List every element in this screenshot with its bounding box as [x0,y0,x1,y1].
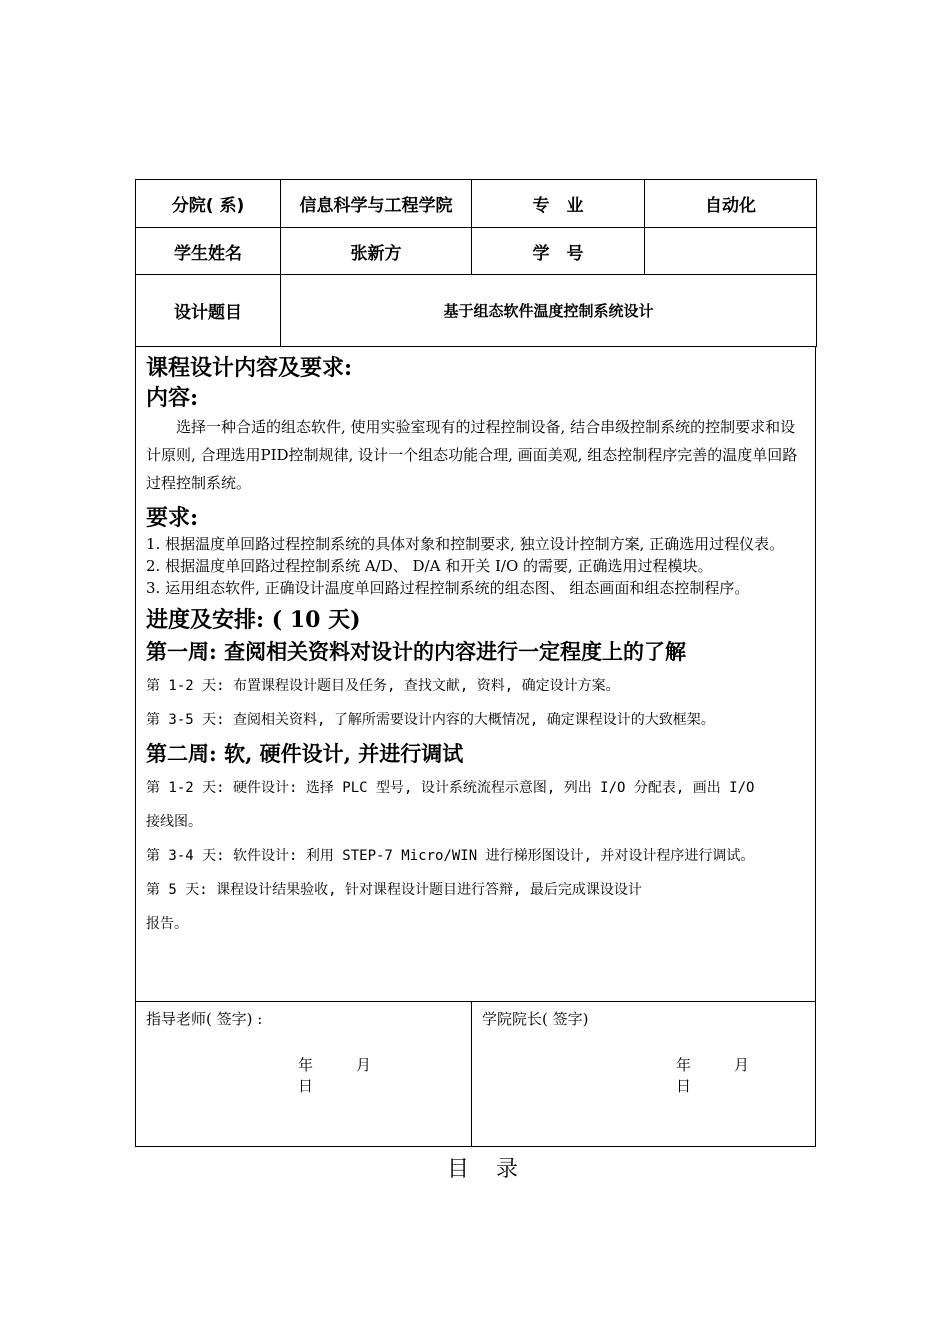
id-label: 学 号 [472,228,645,275]
signature-section [135,1001,816,1147]
week2-heading: 第二周: 软, 硬件设计, 并进行调试 [146,741,464,766]
toc-title: 目 录 [447,1157,528,1182]
major-label: 专 业 [472,180,645,228]
task-sheet [135,179,816,1147]
topic-label: 设计题目 [136,275,281,347]
year-label: 年 [298,1056,314,1074]
dean-signature-cell [471,1002,816,1146]
month-label: 月 [734,1056,750,1074]
schedule-heading: 进度及安排: ( 10 天) [146,607,361,633]
content-heading: 内容: [146,385,199,411]
dean-date [676,1054,815,1096]
requirement-item: 3. 运用组态软件, 正确设计温度单回路过程控制系统的组态图、 组态画面和组态控制程序。 [146,579,750,597]
month-label: 月 [356,1056,372,1074]
requirement-item: 1. 根据温度单回路过程控制系统的具体对象和控制要求, 独立设计控制方案, 正确选用过程仪表。 [146,535,785,553]
day-label: 日 [676,1077,692,1095]
advisor-signature-label: 指导老师( 签字) : [146,1010,263,1028]
info-table [135,179,817,347]
schedule-item: 第 5 天: 课程设计结果验收, 针对课程设计题目进行答辩, 最后完成课设设计 [146,882,642,898]
schedule-item: 第 3-5 天: 查阅相关资料, 了解所需要设计内容的大概情况, 确定课程设计的大致框架。 [146,712,715,728]
schedule-item: 第 3-4 天: 软件设计: 利用 STEP-7 Micro/WIN 进行梯形图设计, 并对设计程序进行调试。 [146,848,755,864]
advisor-date [298,1054,471,1096]
schedule-item: 第 1-2 天: 硬件设计: 选择 PLC 型号, 设计系统流程示意图, 列出 I/O 分配表, 画出 I/O [146,780,755,796]
content-section [135,347,816,1001]
major-value: 自动化 [645,180,817,228]
year-label: 年 [676,1056,692,1074]
schedule-item-continuation: 报告。 [146,916,188,932]
content-text: 选择一种合适的组态软件, 使用实验室现有的过程控制设备, 结合串级控制系统的控制要求和设计原则, 合理选用PID控制规律, 设计一个组态功能合理, 画面美观, 组态控制程序完善的温度单回路过程控制系统。 [146,418,798,492]
id-value [645,228,817,275]
schedule-item: 第 1-2 天: 布置课程设计题目及任务, 查找文献, 资料, 确定设计方案。 [146,678,620,694]
topic-value: 基于组态软件温度控制系统设计 [281,275,817,347]
name-value: 张新方 [281,228,472,275]
name-label: 学生姓名 [136,228,281,275]
week1-heading: 第一周: 查阅相关资料对设计的内容进行一定程度上的了解 [146,639,687,664]
day-label: 日 [298,1077,314,1095]
requirements-heading: 要求: [146,505,199,531]
dean-signature-label: 学院院长( 签字) [482,1010,589,1028]
schedule-item-continuation: 接线图。 [146,814,202,830]
content-requirements-heading: 课程设计内容及要求: [146,355,353,381]
dept-label: 分院( 系) [136,180,281,228]
advisor-signature-cell [135,1002,471,1146]
requirement-item: 2. 根据温度单回路过程控制系统 A/D、 D/A 和开关 I/O 的需要, 正确选用过程模块。 [146,557,713,575]
dept-value: 信息科学与工程学院 [281,180,472,228]
